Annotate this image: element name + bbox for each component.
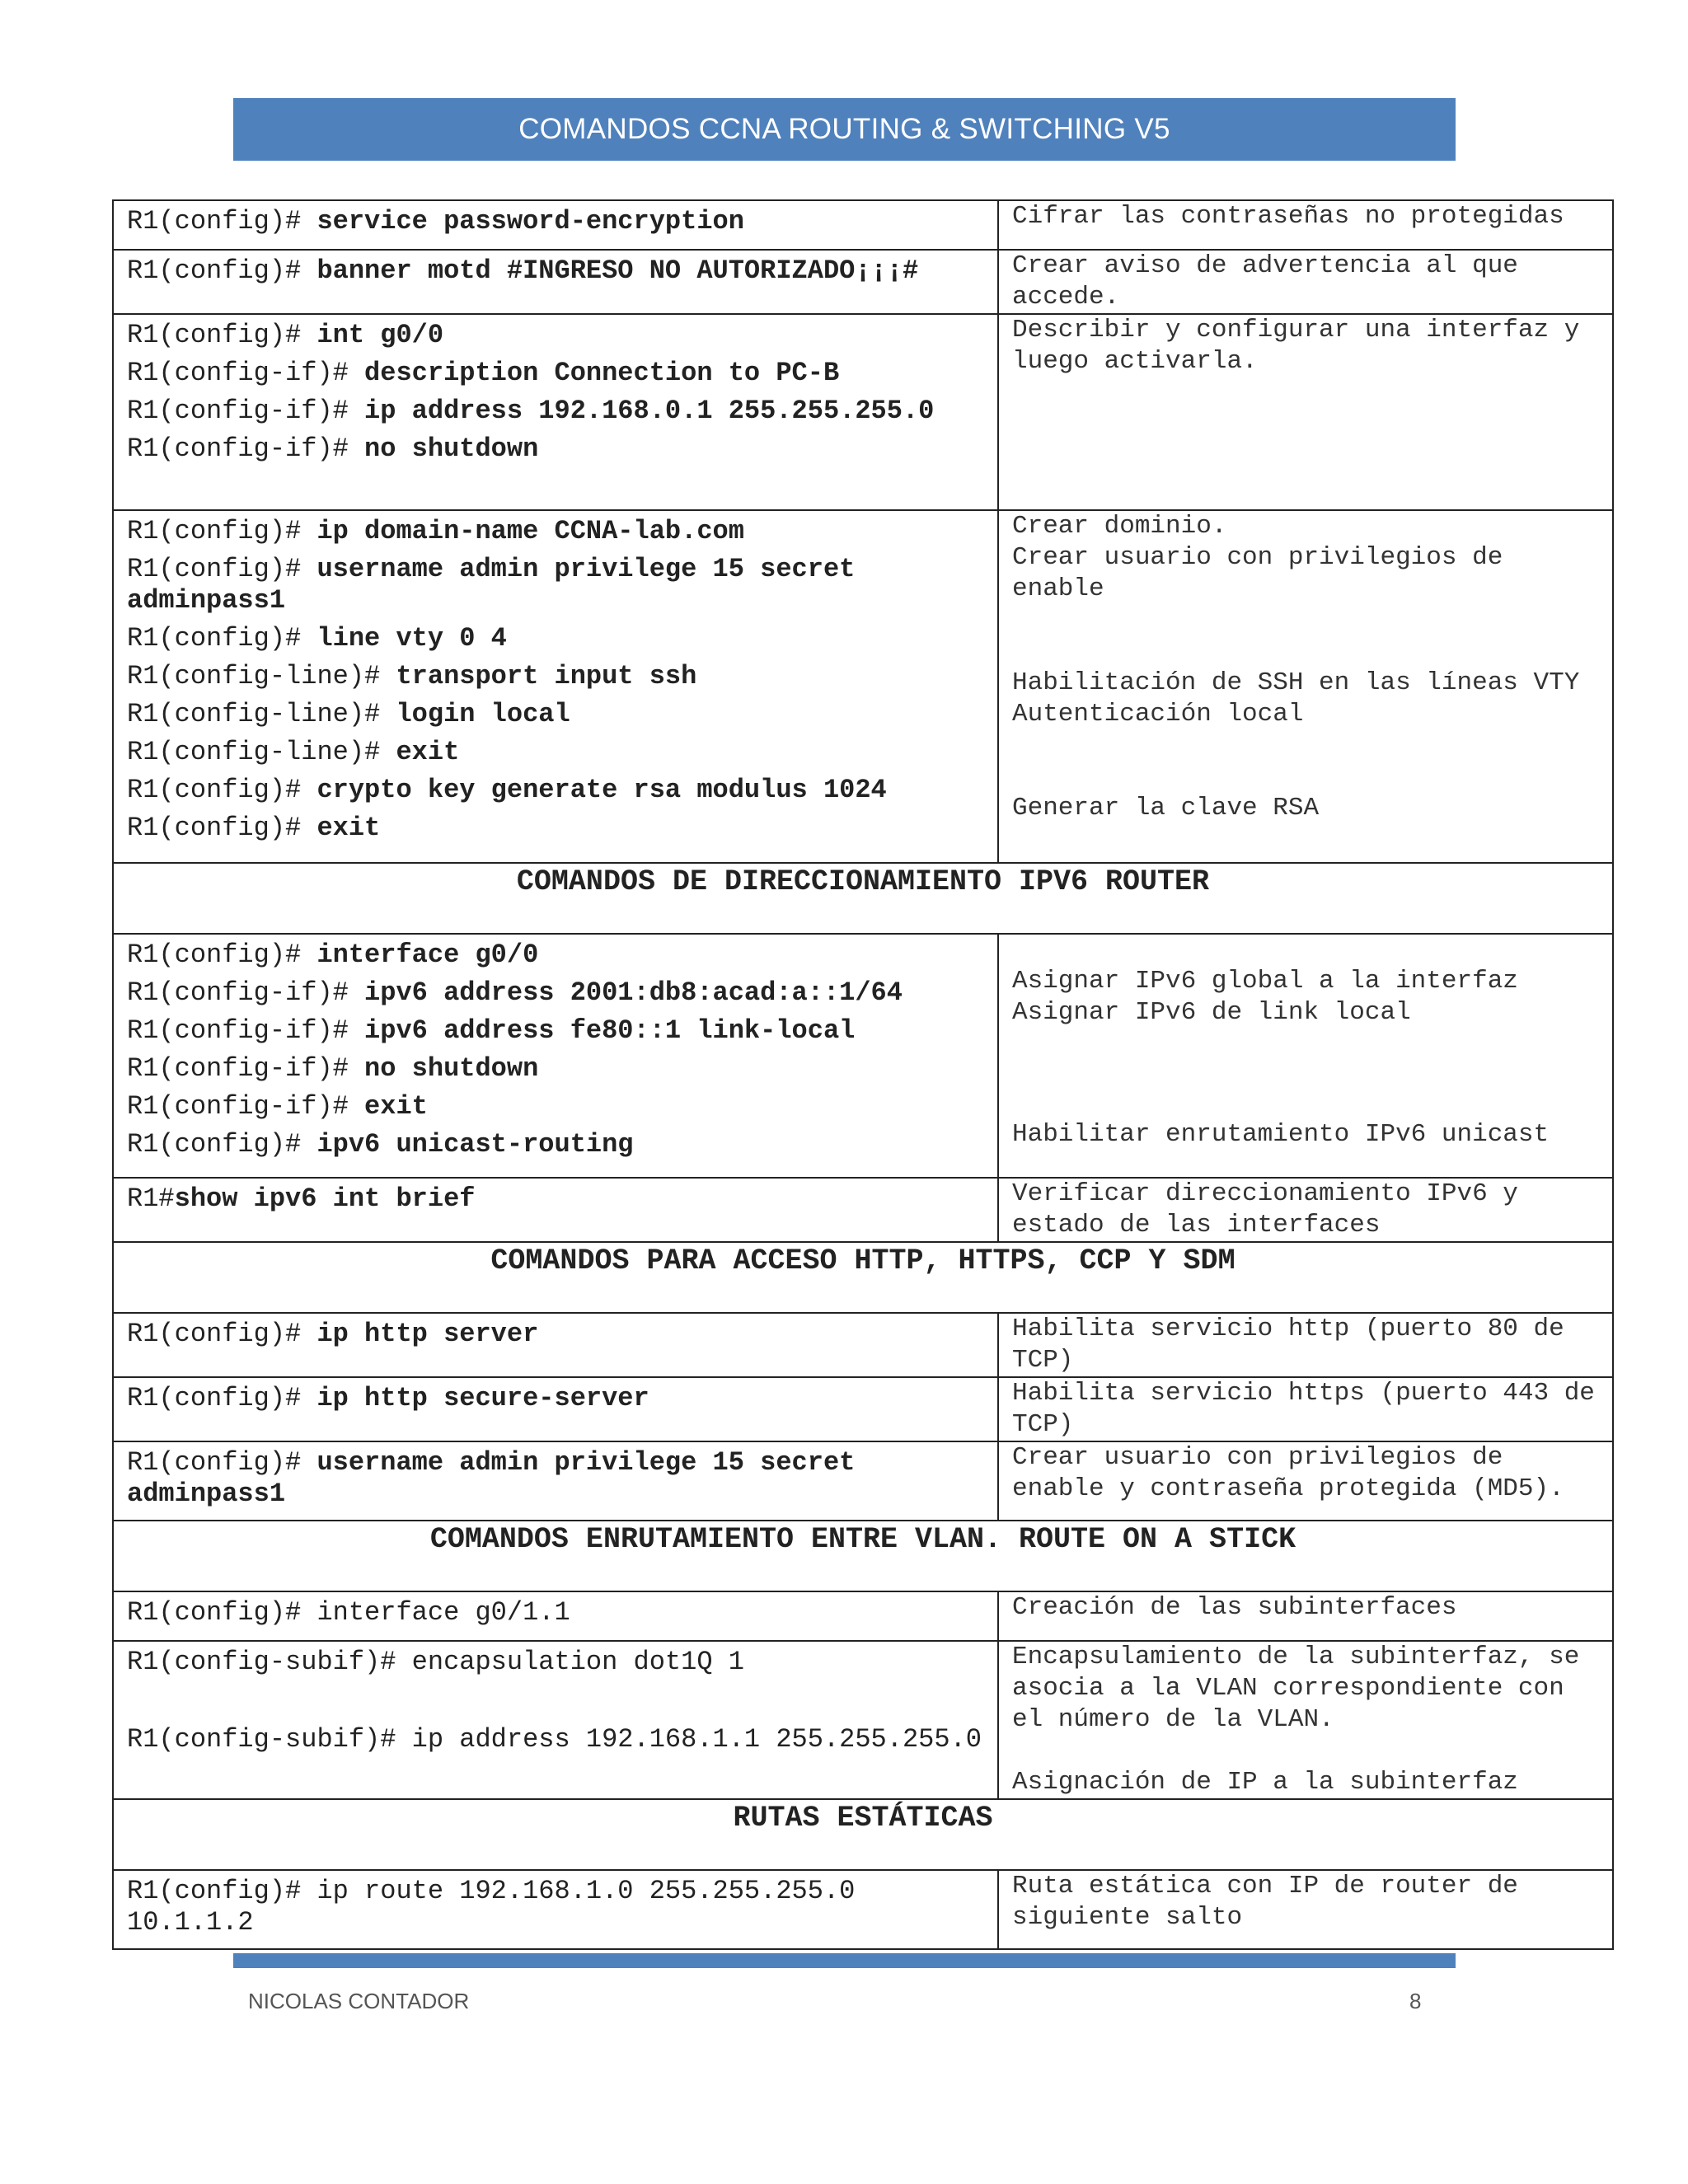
table-row	[113, 510, 1613, 863]
description-text: Creación de las subinterfaces	[1012, 1593, 1457, 1622]
command-cell	[113, 1591, 998, 1641]
description-cell	[998, 1591, 1613, 1641]
table-row	[113, 1870, 1613, 1949]
command-text: banner motd #INGRESO NO AUTORIZADO¡¡¡#	[316, 255, 919, 286]
description-text: Asignar IPv6 global a la interfaz	[1012, 967, 1518, 996]
description-cell	[998, 1178, 1613, 1242]
command-cell	[113, 1870, 998, 1949]
section-header-row	[113, 863, 1613, 934]
page-number: 8	[1409, 1989, 1422, 2013]
command-text: R1(config)# ip route 192.168.1.0 255.255.255.0 10.1.1.2	[127, 1876, 871, 1938]
command-text: service password-encryption	[316, 206, 744, 237]
description-cell	[998, 250, 1613, 314]
footer-author: NICOLAS CONTADOR	[248, 1989, 470, 2013]
section-title: COMANDOS ENRUTAMIENTO ENTRE VLAN. ROUTE ON A STICK	[113, 1521, 1613, 1591]
description-cell	[998, 1313, 1613, 1377]
description-text: Asignación de IP a la subinterfaz	[1012, 1768, 1518, 1797]
description-cell	[998, 1641, 1613, 1799]
description-text: Asignar IPv6 de link local	[1012, 998, 1411, 1027]
description-text: Habilita servicio http (puerto 80 de TCP)	[1012, 1315, 1580, 1375]
table-row	[113, 1377, 1613, 1441]
command-cell: R1(config)# int g0/0 R1(config-if)# description Connection to PC-B R1(config-if)# ip address 192.168.0.1 255.255.255.0 R1(config-if)# no shutdown	[113, 314, 998, 510]
section-header-row	[113, 1242, 1613, 1313]
command-text: R1(config-subif)# ip address 192.168.1.1 255.255.255.0	[127, 1724, 982, 1755]
description-text: Crear usuario con privilegios de enable	[1012, 543, 1518, 603]
description-text: Autenticación local	[1012, 700, 1304, 729]
section-header-row	[113, 1521, 1613, 1591]
description-text: Encapsulamiento de la subinterfaz, se asocia a la VLAN correspondiente con el número de la VLAN.	[1012, 1643, 1595, 1734]
commands-table	[112, 199, 1614, 1950]
command-cell: R1#show ipv6 int brief	[113, 1178, 998, 1242]
table-row	[113, 934, 1613, 1178]
description-text: Ruta estática con IP de router de siguiente salto	[1012, 1872, 1534, 1932]
description-text: Verificar direccionamiento IPv6 y estado de las interfaces	[1012, 1179, 1534, 1240]
table-row	[113, 314, 1613, 510]
section-header-row	[113, 1799, 1613, 1870]
table-row	[113, 1313, 1613, 1377]
footer-bar	[233, 1953, 1456, 1968]
description-cell	[998, 1377, 1613, 1441]
description-text: Generar la clave RSA	[1012, 794, 1320, 823]
table-row	[113, 1441, 1613, 1521]
command-text: R1(config)# interface g0/1.1	[127, 1597, 570, 1628]
table-row	[113, 1178, 1613, 1242]
table-row	[113, 200, 1613, 250]
section-title: RUTAS ESTÁTICAS	[113, 1799, 1613, 1870]
page-header	[233, 98, 1456, 161]
description-cell	[998, 1441, 1613, 1521]
table-row	[113, 250, 1613, 314]
command-cell: R1(config)# ip domain-name CCNA-lab.com R1(config)# username admin privilege 15 secret adminpass1 R1(config)# line vty 0 4 R1(config-line)# transport input ssh R1(config-line)# login local R1(config-line)# exit R1(config)# crypto key generate rsa modulus 1024 R1(config)# exit	[113, 510, 998, 863]
description-text: Habilitar enrutamiento IPv6 unicast	[1012, 1120, 1550, 1149]
command-cell: R1(config)# interface g0/0 R1(config-if)# ipv6 address 2001:db8:acad:a::1/64 R1(config-if)# ipv6 address fe80::1 link-local R1(config-if)# no shutdown R1(config-if)# exit R1(config)# ipv6 unicast-routing	[113, 934, 998, 1178]
description-cell	[998, 934, 1613, 1178]
command-cell	[113, 1641, 998, 1799]
description-cell	[998, 200, 1613, 250]
command-cell: R1(config)# ip http server	[113, 1313, 998, 1377]
description-text: Crear aviso de advertencia al que accede.	[1012, 251, 1534, 312]
section-title: COMANDOS DE DIRECCIONAMIENTO IPV6 ROUTER	[113, 863, 1613, 934]
description-text: Cifrar las contraseñas no protegidas	[1012, 202, 1564, 231]
description-text: Crear dominio.	[1012, 512, 1227, 541]
command-cell: R1(config)# ip http secure-server	[113, 1377, 998, 1441]
description-text: Habilita servicio https (puerto 443 de TCP)	[1012, 1379, 1611, 1439]
table-row	[113, 1641, 1613, 1799]
table-row	[113, 1591, 1613, 1641]
description-cell	[998, 510, 1613, 863]
description-text: Crear usuario con privilegios de enable y contraseña protegida (MD5).	[1012, 1443, 1564, 1503]
command-cell: R1(config)# service password-encryption	[113, 200, 998, 250]
command-cell: R1(config)# banner motd #INGRESO NO AUTORIZADO¡¡¡#	[113, 250, 998, 314]
description-cell	[998, 1870, 1613, 1949]
command-cell: R1(config)# username admin privilege 15 secret adminpass1	[113, 1441, 998, 1521]
command-text: R1(config-subif)# encapsulation dot1Q 1	[127, 1647, 744, 1677]
header-title: COMANDOS CCNA ROUTING & SWITCHING V5	[518, 113, 1170, 145]
description-text: Habilitación de SSH en las líneas VTY	[1012, 668, 1580, 697]
description-cell	[998, 314, 1613, 510]
section-title: COMANDOS PARA ACCESO HTTP, HTTPS, CCP Y SDM	[113, 1242, 1613, 1313]
description-text: Describir y configurar una interfaz y luego activarla.	[1012, 316, 1595, 376]
